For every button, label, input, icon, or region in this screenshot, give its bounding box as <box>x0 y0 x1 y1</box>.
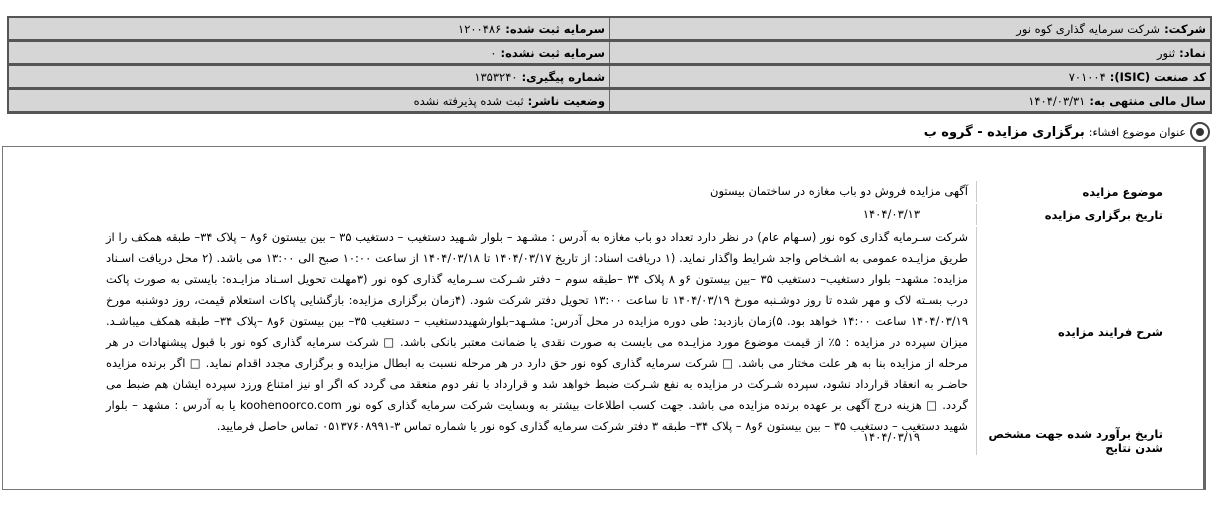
fiscal-year-label: سال مالی منتهی به: <box>1089 93 1206 108</box>
registered-capital-cell <box>8 17 610 41</box>
disclosure-title-label: عنوان موضوع افشاء: <box>1088 125 1186 139</box>
field-description <box>106 227 1163 437</box>
field-value: ۱۴۰۴/۰۳/۱۹ <box>863 427 977 455</box>
auction-details-panel <box>2 146 1206 490</box>
info-row <box>8 17 1211 41</box>
info-row <box>8 89 1211 113</box>
symbol-cell <box>610 41 1212 65</box>
registered-capital-value: ۱۲۰۰۴۸۶ <box>458 21 502 36</box>
company-label: شرکت: <box>1164 21 1206 36</box>
field-value: ۱۴۰۴/۰۳/۱۳ <box>863 204 977 225</box>
tracking-number-cell <box>8 65 610 89</box>
tracking-number-value: ۱۳۵۳۲۴۰ <box>474 69 518 84</box>
registered-capital-label: سرمایه ثبت شده: <box>505 21 605 36</box>
disclosure-title <box>924 122 1210 142</box>
isic-cell <box>610 65 1212 89</box>
company-cell <box>610 17 1212 41</box>
field-label: شرح فرایند مزایده <box>1057 325 1163 339</box>
fiscal-year-value: ۱۴۰۴/۰۳/۳۱ <box>1028 93 1086 108</box>
publisher-status-label: وضعیت ناشر: <box>527 93 605 108</box>
field-label: موضوع مزایده <box>1082 184 1163 199</box>
company-value: شرکت سرمایه گذاری کوه نور <box>1016 21 1161 36</box>
tracking-number-label: شماره پیگیری: <box>521 69 605 84</box>
field-value: شرکت سـرمایه گذاری کوه نور (سـهام عام) در نظر دارد تعداد دو باب مغازه به آدرس : مشـهد – بلوار شـهید دستغیب – دستغیب ۳۵ – بین بیستون ۶و۸ – پلاک ۳۴– طبقه همکف را از طریق مزایـده عمومی به اشـخاص واجد شرایط واگذار نماید. (۱ دریافت اسناد: از تاریخ ۱۴۰۴/۰۳/۱۷ تا ۱۴۰۴/۰۳/۱۸ از ساعت ۱۰:۰۰ صبح الی ۱۳:۰۰ می باشد. (۲ محل دریافت اسـناد مزایده: مشهد– بلوار دستغیب– دستغیب ۳۵ –بین بیستون ۶و ۸ پلاک ۳۴ –طبقه سوم – دفتر شـرکت سـرمایه گذاری کوه نور (۳مهلت تحویل اسـناد مزایـده: بایستی به صورت پاکت درب بسـته لاک و مهر شده تا روز دوشـنبه مورخ ۱۴۰۴/۰۳/۱۹ تا ساعت ۱۳:۰۰ تحویل دفتر شرکت شود. (۴زمان برگزاری مزایده: بازگشایی پاکات استعلام قیمت، روز دوشنبه مورخ ۱۴۰۴/۰۳/۱۹ ساعت ۱۴:۰۰ خواهد بود. ۵)زمان بازدید: طی دوره مزایده در محل آدرس: مشـهد–بلوارشهیددستغیب – دستغیب ۳۵– بین بیستون ۶و۸ –پلاک ۳۴– طبقه همکف میباشـد. میزان سپرده در مزایده : ۵٪ از قیمت موضوع مورد مزایـده می بایست به صورت نقدی یا ضمانت معتبر بانکی باشد. □ شرکت سرمایه گذاری کوه نور با قبول پیشنهادات در هر مرحله از مزایده بنا به هر علت مختار می باشد. □ شرکت سرمایه گذاری کوه نور حق دارد در هر مرحله نسبت به ابطال مزایده و برگزاری مجدد اقدام نماید. □ اگر برنده مزایده حاضـر به انعقاد قرارداد نشود، سپرده شـرکت در مزایده به نفع شـرکت ضبط خواهد شد و قرارداد با نفر دوم منعقد می گردد که اگر او نیز امتناع ورزد سپرده ایشان هم ضبط می گردد. □ هزینه درج آگهی بر عهده برنده مزایده می باشد. جهت کسب اطلاعات بیشتر به وبسایت شرکت سرمایه گذاری کوه نور koohenoorco.com یا به آدرس : مشهد – بلوار شهید دستغیب – دستغیب ۳۵ – بین بیستون ۶و۸ – پلاک ۳۴– طبقه ۳ دفتر شرکت سرمایه گذاری کوه نور یا شماره تماس ۳-۰۵۱۳۷۶۰۸۹۹۱ تماس حاصل فرمایید. <box>106 227 977 437</box>
field-auction-date <box>863 204 1163 225</box>
fiscal-year-cell <box>610 89 1212 113</box>
isic-label: کد صنعت (ISIC): <box>1109 69 1206 84</box>
unregistered-capital-label: سرمایه ثبت نشده: <box>500 45 605 60</box>
field-subject <box>710 181 1163 202</box>
field-label: تاریخ برآورد شده جهت مشخص شدن نتایج <box>988 427 1163 455</box>
unregistered-capital-value: ۰ <box>490 45 497 60</box>
publisher-status-cell <box>8 89 610 113</box>
publisher-status-value: ثبت شده پذیرفته نشده <box>413 93 524 108</box>
field-result-date <box>863 427 1163 455</box>
unregistered-capital-cell <box>8 41 610 65</box>
symbol-value: ثنور <box>1156 45 1176 60</box>
field-label: تاریخ برگزاری مزایده <box>1044 207 1163 222</box>
info-row <box>8 41 1211 65</box>
info-row <box>8 65 1211 89</box>
field-value: آگهی مزایده فروش دو باب مغازه در ساختمان بیستون <box>710 181 977 202</box>
symbol-label: نماد: <box>1179 45 1206 60</box>
disclosure-title-value: برگزاری مزایده - گروه ب <box>923 124 1085 140</box>
bullet-circle-icon <box>1190 122 1210 142</box>
company-info-table <box>7 16 1212 114</box>
isic-value: ۷۰۱۰۰۴ <box>1068 69 1106 84</box>
